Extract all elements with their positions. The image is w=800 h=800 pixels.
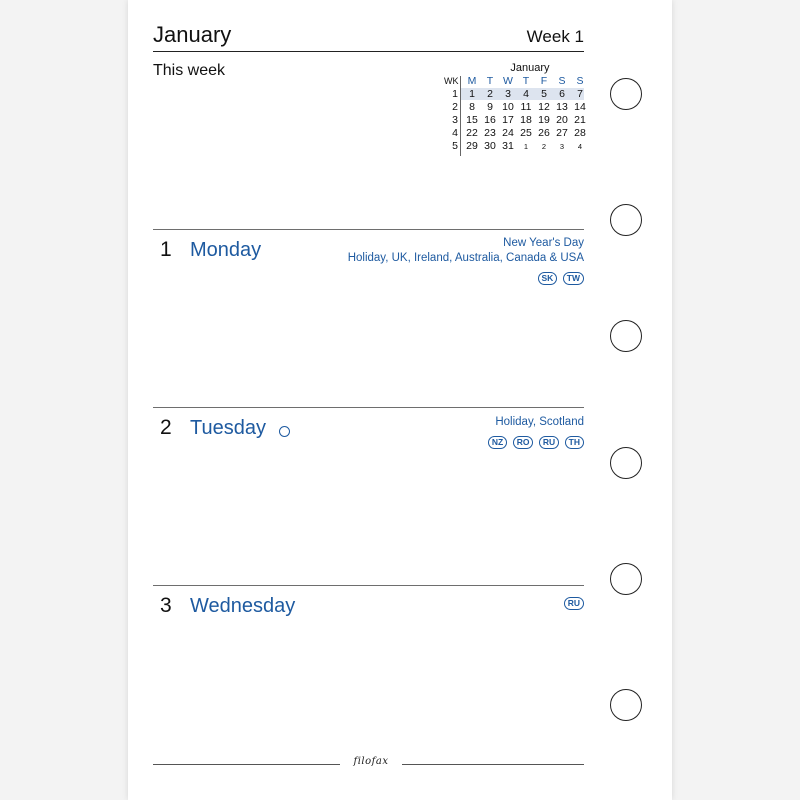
mini-day: 31 bbox=[502, 140, 514, 152]
mini-week-number: 4 bbox=[452, 127, 458, 139]
mini-weekday: S bbox=[576, 75, 584, 87]
mini-day: 26 bbox=[538, 127, 550, 139]
day-name: Tuesday bbox=[190, 417, 266, 439]
country-badges bbox=[563, 593, 584, 611]
mini-calendar-wk-label: WK bbox=[444, 76, 459, 86]
country-badge: SK bbox=[538, 272, 558, 285]
mini-day: 14 bbox=[574, 101, 586, 113]
day-number: 3 bbox=[160, 594, 172, 617]
country-badge: RO bbox=[513, 436, 534, 449]
full-moon-icon bbox=[279, 426, 290, 437]
mini-day: 21 bbox=[574, 114, 586, 126]
mini-day: 16 bbox=[484, 114, 496, 126]
mini-day: 10 bbox=[502, 101, 514, 113]
day-divider bbox=[153, 585, 584, 586]
month-title: January bbox=[153, 22, 232, 47]
mini-day: 24 bbox=[502, 127, 514, 139]
mini-day: 29 bbox=[466, 140, 478, 152]
country-badges bbox=[487, 432, 584, 450]
binder-hole bbox=[610, 563, 642, 595]
binder-hole bbox=[610, 689, 642, 721]
binder-hole bbox=[610, 447, 642, 479]
header-rule bbox=[153, 51, 584, 52]
week-title: Week 1 bbox=[526, 27, 584, 46]
country-badge: TH bbox=[565, 436, 584, 449]
mini-day: 8 bbox=[469, 101, 475, 113]
country-badge: NZ bbox=[488, 436, 507, 449]
country-badge: TW bbox=[563, 272, 584, 285]
mini-day: 18 bbox=[520, 114, 532, 126]
mini-day: 7 bbox=[577, 88, 583, 100]
this-week-label: This week bbox=[153, 62, 226, 79]
mini-day: 17 bbox=[502, 114, 514, 126]
mini-calendar bbox=[444, 62, 584, 154]
brand-logo: filofax bbox=[340, 756, 402, 767]
mini-day: 1 bbox=[469, 88, 475, 100]
mini-day: 5 bbox=[541, 88, 547, 100]
mini-weekday: W bbox=[503, 75, 513, 87]
mini-weekday: M bbox=[467, 75, 477, 87]
mini-day: 23 bbox=[484, 127, 496, 139]
mini-day-next-month: 4 bbox=[577, 142, 583, 151]
mini-day: 4 bbox=[523, 88, 529, 100]
mini-day-next-month: 2 bbox=[541, 142, 547, 151]
binder-hole bbox=[610, 78, 642, 110]
mini-day: 13 bbox=[556, 101, 568, 113]
country-badges bbox=[537, 268, 584, 286]
mini-day: 12 bbox=[538, 101, 550, 113]
mini-week-number: 3 bbox=[452, 114, 458, 126]
day-number: 1 bbox=[160, 238, 172, 261]
mini-calendar-month: January bbox=[510, 62, 550, 74]
day-name: Monday bbox=[190, 239, 262, 261]
day-divider bbox=[153, 229, 584, 230]
mini-day: 2 bbox=[487, 88, 493, 100]
mini-day: 28 bbox=[574, 127, 586, 139]
mini-day: 9 bbox=[487, 101, 493, 113]
mini-day: 27 bbox=[556, 127, 568, 139]
mini-day: 20 bbox=[556, 114, 568, 126]
day-note: Holiday, UK, Ireland, Australia, Canada & USA bbox=[347, 252, 584, 264]
mini-day: 25 bbox=[520, 127, 532, 139]
mini-weekday: T bbox=[522, 75, 530, 87]
day-divider bbox=[153, 407, 584, 408]
mini-day: 30 bbox=[484, 140, 496, 152]
binder-hole bbox=[610, 204, 642, 236]
mini-week-number: 1 bbox=[452, 88, 458, 100]
planner-page bbox=[128, 0, 672, 800]
day-number: 2 bbox=[160, 416, 172, 439]
day-note: Holiday, Scotland bbox=[495, 416, 584, 428]
day-name: Wednesday bbox=[190, 595, 296, 617]
country-badge: RU bbox=[564, 597, 584, 610]
mini-weekday: S bbox=[558, 75, 566, 87]
mini-day: 15 bbox=[466, 114, 478, 126]
mini-day-next-month: 1 bbox=[523, 142, 529, 151]
mini-calendar-divider bbox=[460, 76, 461, 156]
country-badge: RU bbox=[539, 436, 559, 449]
mini-day: 11 bbox=[520, 101, 532, 113]
mini-day: 22 bbox=[466, 127, 478, 139]
mini-weekday: F bbox=[540, 75, 548, 87]
binder-hole bbox=[610, 320, 642, 352]
mini-weekday: T bbox=[486, 75, 494, 87]
mini-day: 6 bbox=[559, 88, 565, 100]
mini-week-number: 2 bbox=[452, 101, 458, 113]
day-note: New Year's Day bbox=[503, 237, 584, 249]
mini-day: 3 bbox=[505, 88, 511, 100]
mini-week-number: 5 bbox=[452, 140, 458, 152]
mini-day-next-month: 3 bbox=[559, 142, 565, 151]
mini-day: 19 bbox=[538, 114, 550, 126]
